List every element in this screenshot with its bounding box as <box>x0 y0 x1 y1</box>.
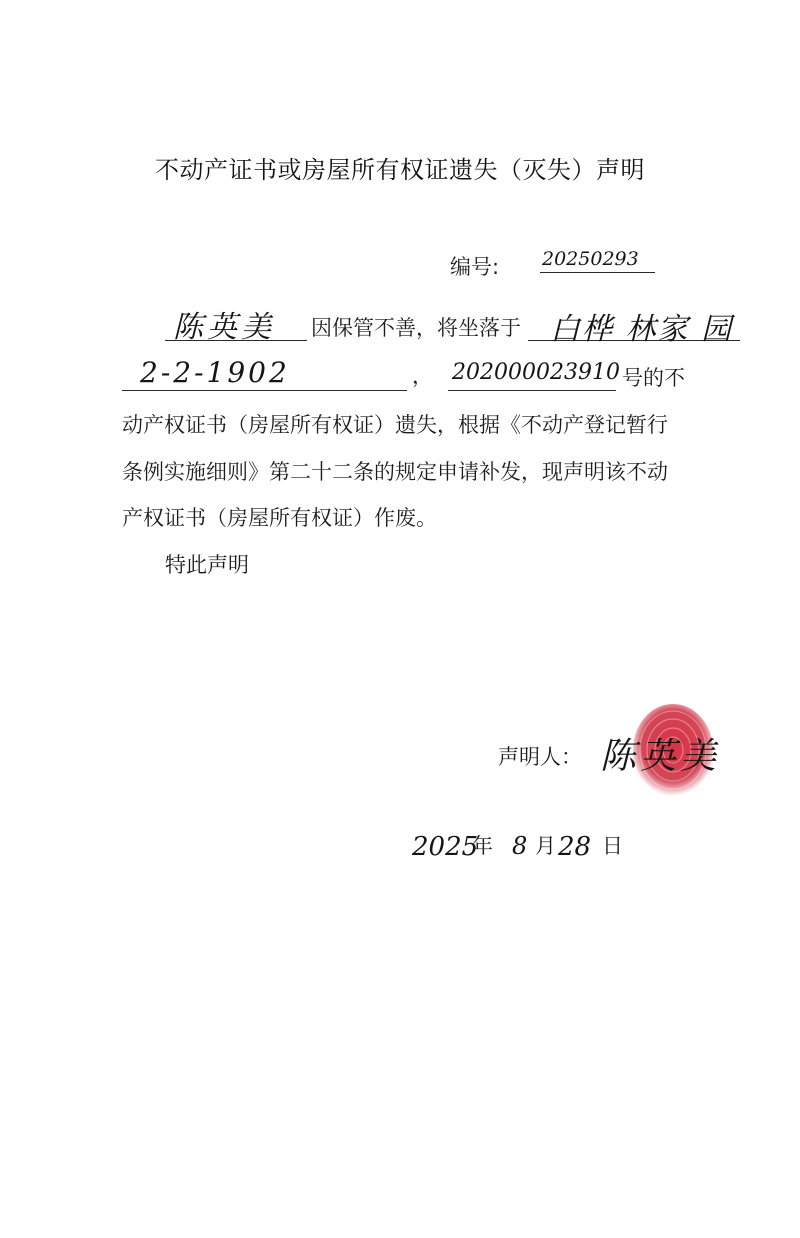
statement-line-3: 动产权证书（房屋所有权证）遗失，根据《不动产登记暂行 <box>122 413 668 437</box>
date-line <box>412 830 652 870</box>
page-title: 不动产证书或房屋所有权证遗失（灭失）声明 <box>155 156 645 184</box>
date-month-label: 月 <box>535 834 556 858</box>
closing-text: 特此声明 <box>165 553 249 577</box>
address-field <box>122 358 407 391</box>
location-value: 白桦 林家 园 <box>550 312 734 347</box>
number-value: 20250293 <box>542 248 639 270</box>
statement-line-5: 产权证书（房屋所有权证）作废。 <box>122 506 437 530</box>
number-underline <box>540 248 655 273</box>
number-label: 编号: <box>450 255 500 279</box>
date-month: 8 <box>512 832 528 860</box>
date-year: 2025 <box>412 832 479 862</box>
address-unit: 2-2-1902 <box>140 356 290 389</box>
comma-separator: ， <box>412 364 433 388</box>
location-field <box>528 308 740 347</box>
statement-line-4: 条例实施细则》第二十二条的规定申请补发，现声明该不动 <box>122 460 668 484</box>
date-year-label: 年 <box>472 834 493 858</box>
certificate-number: 202000023910 <box>452 360 620 385</box>
statement-text-1: 因保管不善，将坐落于 <box>311 316 521 340</box>
date-day-label: 日 <box>602 834 623 858</box>
signatory-label: 声明人： <box>498 745 582 769</box>
declarant-name: 陈英美 <box>173 310 275 345</box>
signature: 陈英美 <box>600 736 721 777</box>
date-day: 28 <box>558 832 592 862</box>
declarant-name-field <box>165 300 307 345</box>
statement-text-2: 号的不 <box>622 366 685 390</box>
certificate-number-field <box>448 358 620 391</box>
